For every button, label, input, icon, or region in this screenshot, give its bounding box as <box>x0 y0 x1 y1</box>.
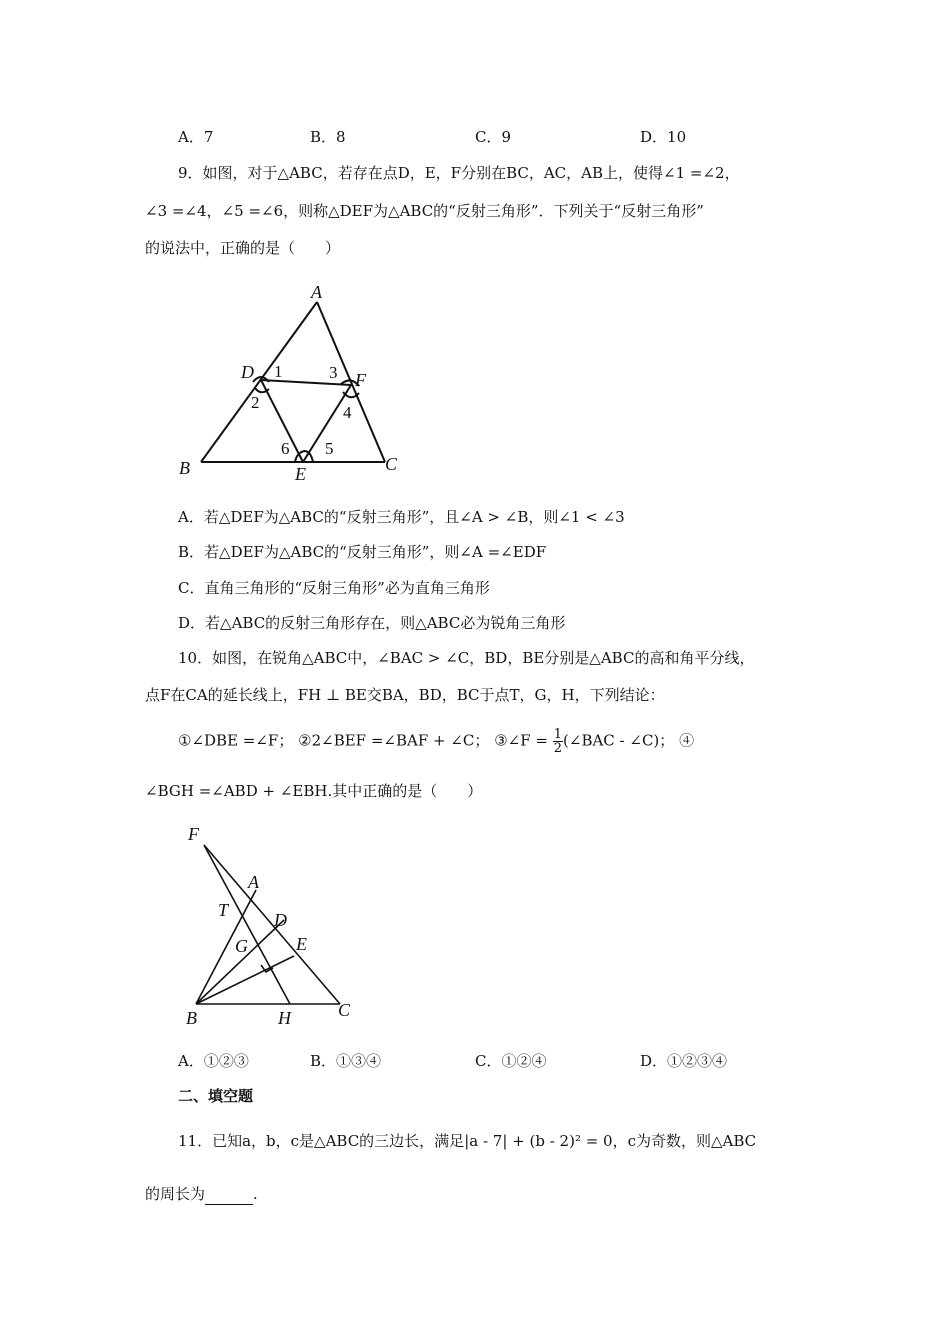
q10-bisector-be <box>196 956 294 1004</box>
q10-c1-expr: ∠DBE =∠F <box>191 731 279 750</box>
q11-stem-line2: 的周长为 . <box>145 1185 258 1203</box>
q10-label-f: F <box>188 824 199 844</box>
q8-option-c: C．9 <box>475 128 512 146</box>
q9-stem-line1: 9．如图，对于△ABC，若存在点D，E，F分别在BC，AC，AB上，使得∠1 =∠2， <box>178 164 740 182</box>
q9-angle-5: 5 <box>325 439 334 458</box>
q9-arc-2 <box>255 388 269 392</box>
q9-label-f: F <box>355 370 366 390</box>
q10-label-g: G <box>235 936 248 956</box>
q9-option-a: A．若△DEF为△ABC的“反射三角形”，且∠A > ∠B，则∠1 < ∠3 <box>178 508 625 526</box>
q8-option-d: D．10 <box>640 128 687 146</box>
q10-label-h: H <box>278 1008 291 1028</box>
q10-c3-mark: ③ <box>494 731 508 750</box>
q10-stem-line1: 10．如图，在锐角△ABC中，∠BAC > ∠C，BD，BE分别是△ABC的高和角平分线， <box>178 649 755 667</box>
q9-option-c: C．直角三角形的“反射三角形”必为直角三角形 <box>178 579 490 597</box>
q9-angle-1: 1 <box>274 362 283 381</box>
q9-label-a: A <box>311 282 322 302</box>
q10-altitude-bd <box>196 920 284 1004</box>
q8-option-b: B．8 <box>310 128 346 146</box>
q9-angle-3: 3 <box>329 363 338 382</box>
q9-side-ac <box>317 302 385 462</box>
q9-option-b: B．若△DEF为△ABC的“反射三角形”，则∠A =∠EDF <box>178 543 547 561</box>
q10-c3-lhs: ∠F = <box>507 731 548 750</box>
q9-label-e: E <box>295 464 306 483</box>
q9-figure <box>175 278 415 483</box>
q9-angle-2: 2 <box>251 393 260 412</box>
q10-option-d: D．①②③④ <box>640 1052 728 1070</box>
q10-label-t: T <box>218 900 229 920</box>
q9-angle-4: 4 <box>343 403 352 422</box>
q10-c1-mark: ① <box>178 731 192 750</box>
q10-label-d: D <box>274 910 287 930</box>
q11-equation: |a - 7| + (b - 2)² = 0 <box>464 1132 613 1150</box>
q10-label-b: B <box>186 1008 197 1028</box>
q9-label-c: C <box>385 454 398 474</box>
q10-c2-expr: 2∠BEF =∠BAF + ∠C <box>311 731 475 750</box>
q9-option-d: D．若△ABC的反射三角形存在，则△ABC必为锐角三角形 <box>178 614 566 632</box>
q10-c2-mark: ② <box>298 731 312 750</box>
q10-c3-rhs: (∠BAC - ∠C) <box>563 731 660 750</box>
q9-label-d: D <box>241 362 254 382</box>
section-title-fill-in: 二、填空题 <box>178 1087 254 1105</box>
q8-option-a: A．7 <box>178 128 214 146</box>
q10-c4-mark: ④ <box>679 731 695 750</box>
q10-conclusions-line: ①∠DBE =∠F； ②2∠BEF =∠BAF + ∠C； ③∠F = $\frac{1}{2}$ (∠BAC - ∠C)； ④ <box>178 727 695 756</box>
q9-stem-line3: 的说法中，正确的是（ ） <box>145 239 341 257</box>
q10-label-e: E <box>296 934 307 954</box>
q10-c4-expr: ∠BGH =∠ABD + ∠EBH <box>145 782 328 800</box>
q10-label-c: C <box>338 1000 351 1020</box>
q10-stem-line4: ∠BGH =∠ABD + ∠EBH.其中正确的是（ ） <box>145 782 483 800</box>
q10-c3-fraction: $\frac{1}{2}$ <box>553 727 563 756</box>
q10-stem-line2: 点F在CA的延长线上，FH ⊥ BE交BA，BD，BC于点T，G，H，下列结论： <box>145 686 665 704</box>
q10-label-a: A <box>248 872 259 892</box>
q9-label-b: B <box>179 458 190 478</box>
q9-stem-line2: ∠3 =∠4，∠5 =∠6，则称△DEF为△ABC的“反射三角形”．下列关于“反射三角形” <box>145 202 704 220</box>
q10-option-a: A．①②③ <box>178 1052 249 1070</box>
q11-answer-blank[interactable] <box>205 1188 253 1205</box>
q10-option-c: C．①②④ <box>475 1052 547 1070</box>
q10-option-b: B．①③④ <box>310 1052 382 1070</box>
q11-stem-line1: 11．已知a，b，c是△ABC的三边长，满足|a - 7| + (b - 2)² = 0，c为奇数，则△ABC <box>178 1132 757 1150</box>
q10-line-fc <box>204 845 340 1004</box>
q10-figure <box>180 820 370 1030</box>
q9-angle-6: 6 <box>281 439 290 458</box>
